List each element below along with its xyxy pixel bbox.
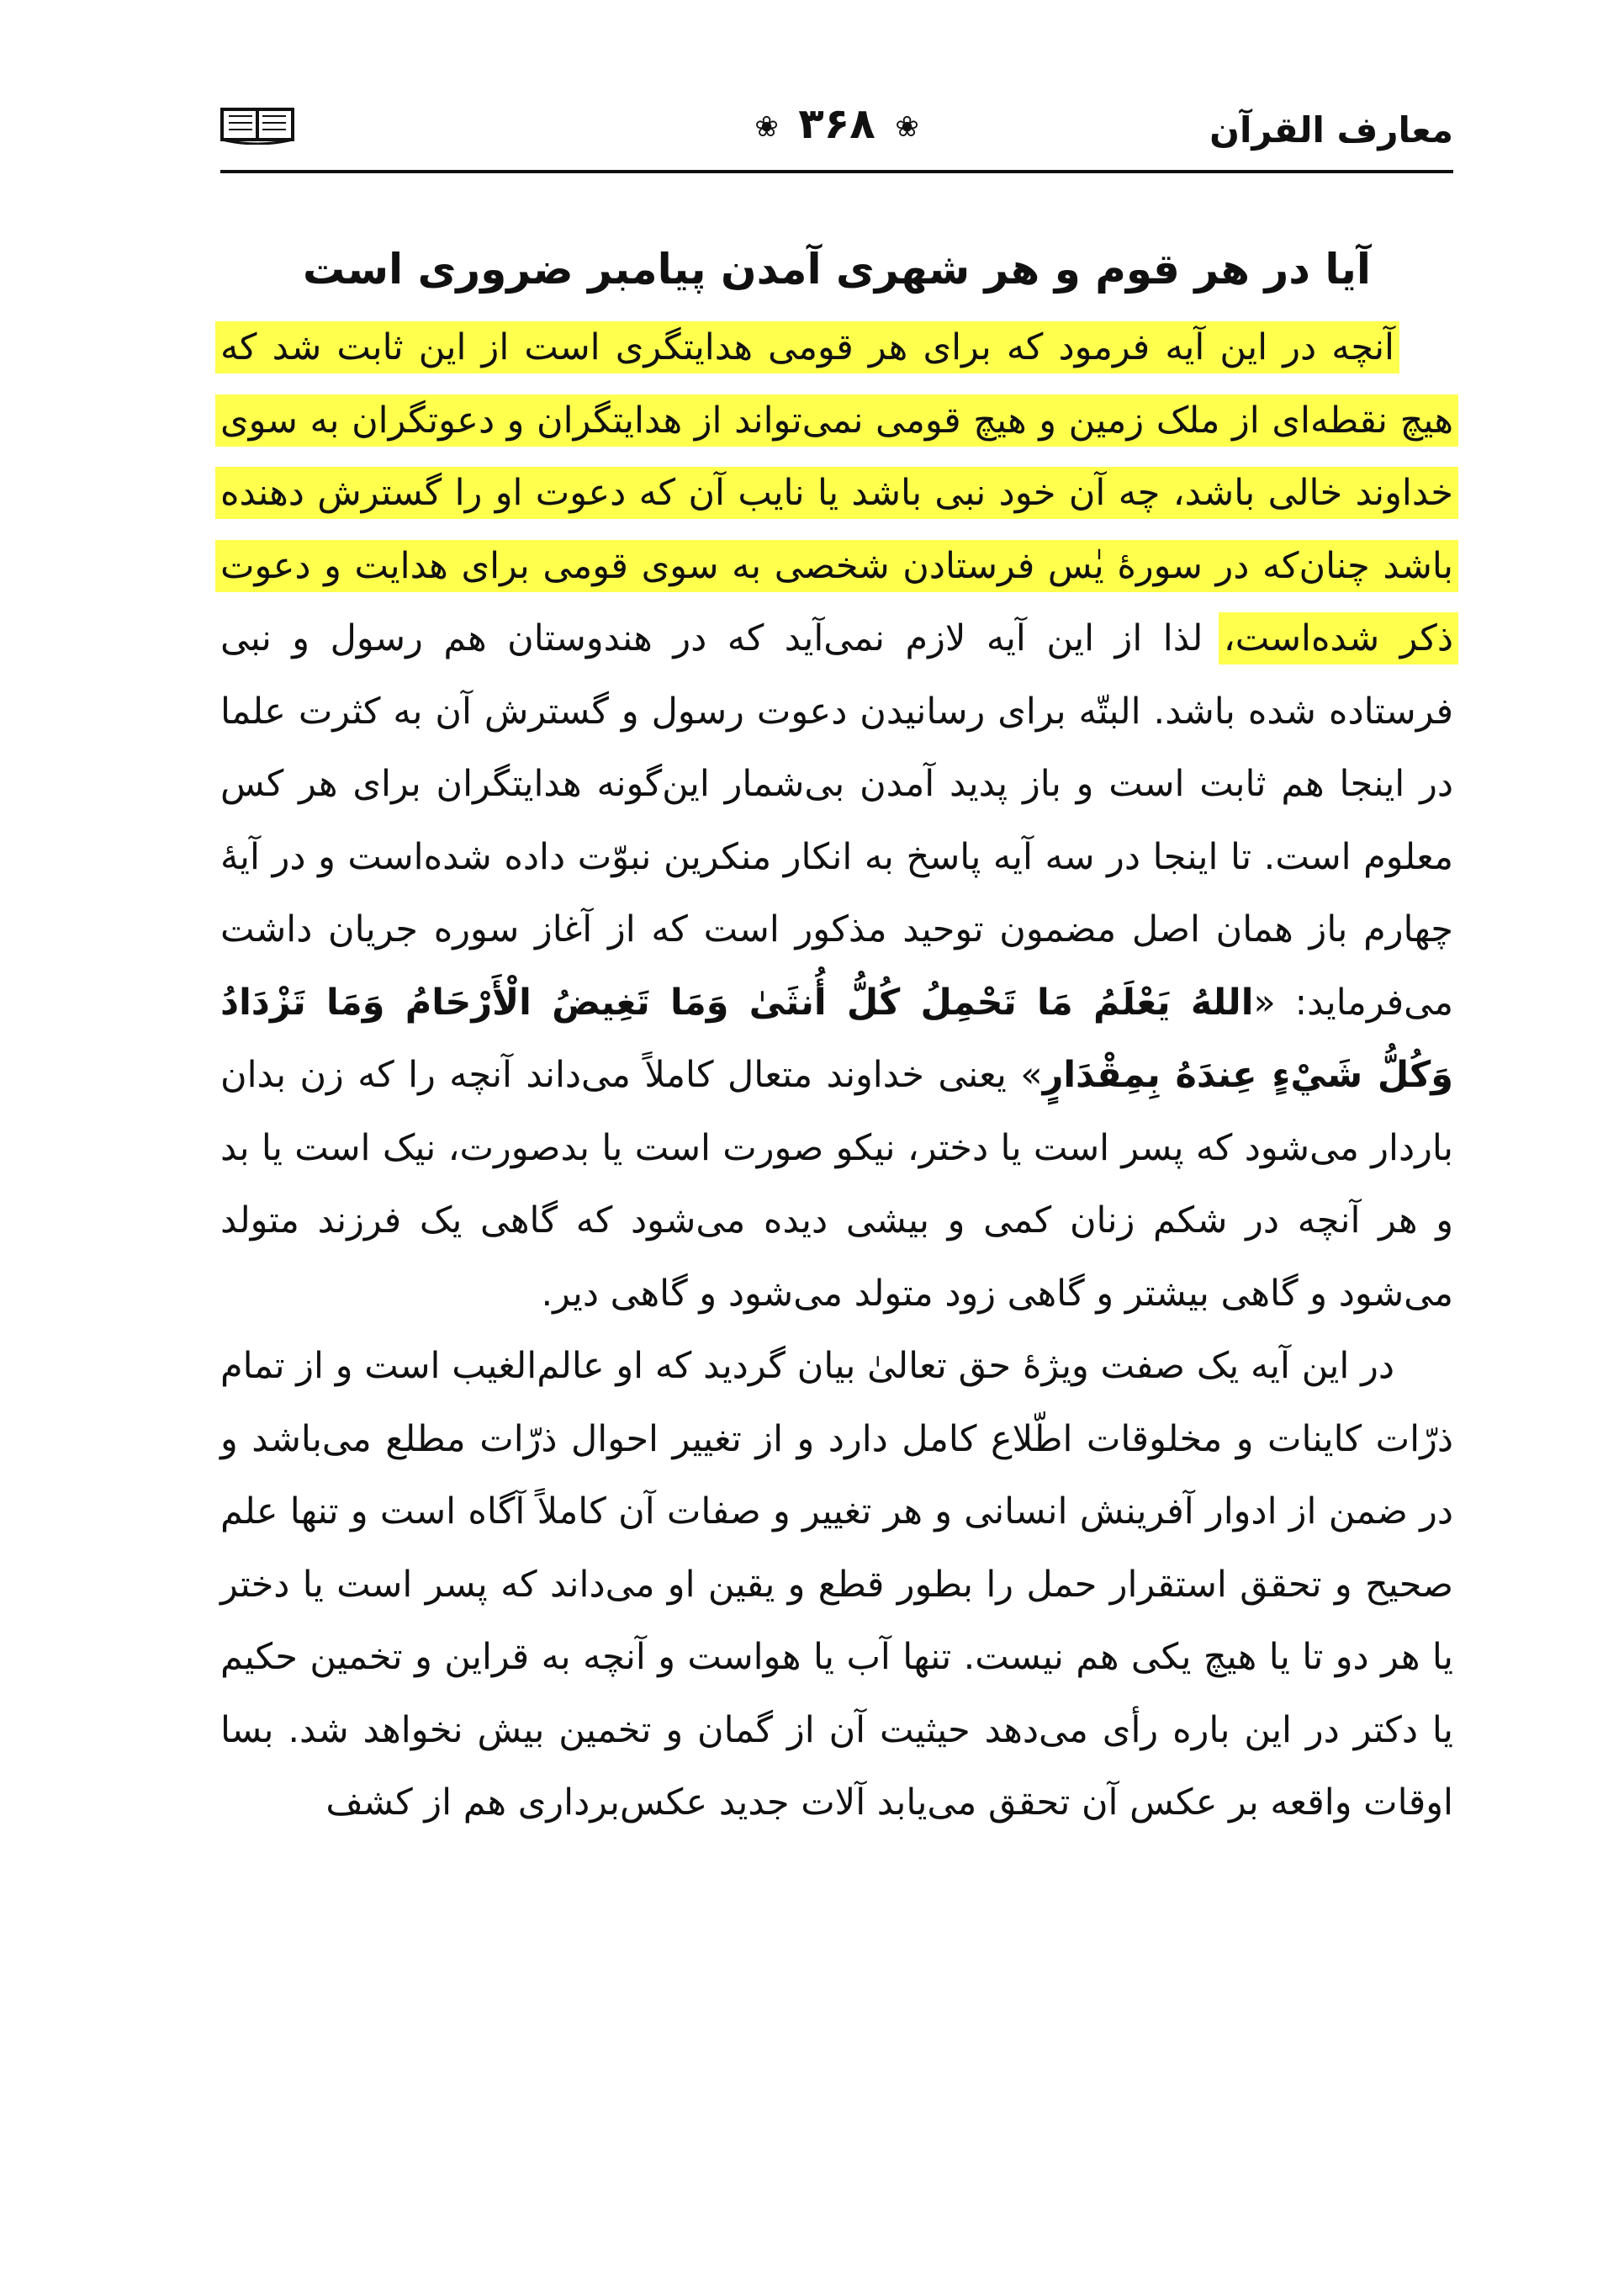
page-header [220,93,1453,168]
open-book-icon [220,106,294,145]
header-rule [220,170,1453,173]
section-title: آیا در هر قوم و هر شهری آمدن پیامبر ضروری است [302,245,1372,294]
running-title: معارف القرآن [1209,109,1453,151]
ornament-icon: ❀ [895,109,919,144]
page-number-value: ۳۶۸ [798,99,875,148]
page-content [220,227,1453,1840]
paragraph-1 [220,311,1453,1330]
ornament-icon: ❀ [754,109,779,144]
paragraph-1-translation: » یعنی خداوند متعال کاملاً می‌داند آنچه را که زن بدان باردار می‌شود که پسر است یا دختر، نیکو صورت است یا بدصورت، نیک است یا بد و هر آنچه در شکم زنان کمی و بیشی دیده می‌شود که گاهی یک فرزند متولد می‌شود و گاهی بیشتر و گاهی زود متولد می‌شود و گاهی دیر. [220,1054,1453,1315]
highlighted-passage: آنچه در این آیه فرمود که برای هر قومی هدایتگری است از این ثابت شد که هیچ نقطه‌ای از ملک زمین و هیچ قومی نمی‌تواند از هدایتگران و دعوتگران به سوی خداوند خالی باشد، چه آن خود نبی باشد یا نایب آن که دعوت او را گسترش دهنده باشد چنان‌که در سورهٔ یٰس فرستادن شخصی به سوی قومی برای هدایت و دعوت ذکر شده‌است، [220,326,1453,659]
paragraph-2-text: در این آیه یک صفت ویژهٔ حق تعالیٰ بیان گردید که او عالم‌الغیب است و از تمام ذرّات کاینات و مخلوقات اطّلاع کامل دارد و از تغییر احوال ذرّات مطلع می‌باشد و در ضمن از ادوار آفرینش انسانی و هر تغییر و صفات آن کاملاً آگاه است و تنها علم صحیح و تحقق استقرار حمل را بطور قطع و یقین او می‌داند که پسر است یا دختر یا هر دو تا یا هیچ یکی هم نیست. تنها آب یا هواست و آنچه به قراین و تخمین حکیم یا دکتر در این باره رأی می‌دهد حیثیت آن از گمان و تخمین بیش نخواهد شد. بسا اوقات واقعه بر عکس آن تحقق می‌یابد آلات جدید عکس‌برداری هم از کشف [220,1345,1453,1824]
paragraph-1-text: لذا از این آیه لازم نمی‌آید که در هندوستان هم رسول و نبی فرستاده شده باشد. البتّه برای رسانیدن دعوت رسول و گسترش آن به کثرت علما در اینجا هم ثابت است و باز پدید آمدن بی‌شمار این‌گونه هدایتگران برای هر کس معلوم است. تا اینجا در سه آیه پاسخ به انکار منکرین نبوّت داده شده‌است و در آیهٔ چهارم باز همان اصل مضمون توحید مذکور است که از آغاز سوره جریان داشت می‌فرماید: « [220,617,1453,1024]
page-number [749,99,923,148]
paragraph-2 [220,1330,1453,1840]
quran-verse: اللهُ يَعْلَمُ مَا تَحْمِلُ كُلُّ أُنثَىٰ وَمَا تَغِيضُ الْأَرْحَامُ وَمَا تَزْدَادُ وَكُلُّ شَيْءٍ عِندَهُ بِمِقْدَارٍ [220,981,1453,1096]
